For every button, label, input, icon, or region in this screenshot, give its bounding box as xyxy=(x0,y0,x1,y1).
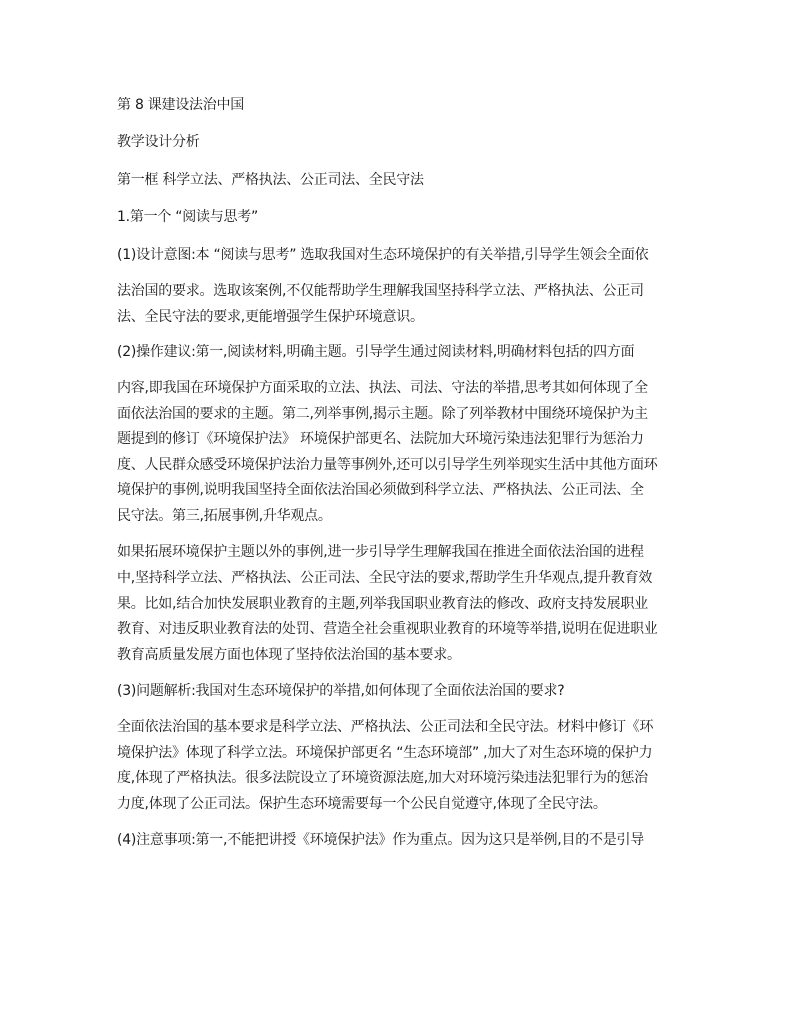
paragraph-line: 教育高质量发展方面也体现了坚持依法治国的基本要求。 xyxy=(117,647,461,663)
paragraph-line: 全面依法治国的基本要求是科学立法、严格执法、公正司法和全民守法。材料中修订《环 xyxy=(117,719,654,735)
paragraph-line: 中,坚持科学立法、严格执法、公正司法、全民守法的要求,帮助学生升华观点,提升教育效 xyxy=(117,570,653,586)
paragraph-line: (4)注意事项:第一,不能把讲授《环境保护法》作为重点。因为这只是举例,目的不是引导 xyxy=(117,832,644,848)
paragraph-line: 如果拓展环境保护主题以外的事例,进一步引导学生理解我国在推进全面依法治国的进程 xyxy=(117,544,644,560)
lesson-title: 第 8 课建设法治中国 xyxy=(117,97,245,113)
paragraph-line: 境保护的事例,说明我国坚持全面依法治国必须做到科学立法、严格执法、公正司法、全 xyxy=(117,482,644,498)
section-heading: 教学设计分析 xyxy=(117,134,200,150)
paragraph-line: 内容,即我国在环境保护方面采取的立法、执法、司法、守法的举措,思考其如何体现了全 xyxy=(117,380,648,396)
paragraph-line: 面依法治国的要求的主题。第二,列举事例,揭示主题。除了列举教材中围绕环境保护为主 xyxy=(117,406,648,422)
paragraph-line: 力度,体现了公正司法。保护生态环境需要每一个公民自觉遵守,体现了全民守法。 xyxy=(117,796,607,812)
paragraph-line: 法治国的要求。选取该案例,不仅能帮助学生理解我国坚持科学立法、严格执法、公正司 xyxy=(117,283,644,299)
paragraph-line: (2)操作建议:第一,阅读材料,明确主题。引导学生通过阅读材料,明确材料包括的四方面 xyxy=(117,344,635,360)
paragraph-line: 民守法。第三,拓展事例,升华观点。 xyxy=(117,508,332,524)
paragraph-line: 果。比如,结合加快发展职业教育的主题,列举我国职业教育法的修改、政府支持发展职业 xyxy=(117,596,648,612)
paragraph-line: 度,体现了严格执法。很多法院设立了环境资源法庭,加大对环境污染违法犯罪行为的惩治 xyxy=(117,770,648,786)
paragraph-line: (1)设计意图:本 “阅读与思考” 选取我国对生态环境保护的有关举措,引导学生领会全面依 xyxy=(117,247,649,263)
paragraph-line: 法、全民守法的要求,更能增强学生保护环境意识。 xyxy=(117,309,424,325)
paragraph-line: 教育、对违反职业教育法的处罚、营造全社会重视职业教育的环境等举措,说明在促进职业 xyxy=(117,621,658,637)
frame-title: 第一框 科学立法、严格执法、公正司法、全民守法 xyxy=(117,172,424,188)
paragraph-line: 题提到的修订《环境保护法》 环境保护部更名、法院加大环境污染违法犯罪行为惩治力 xyxy=(117,431,644,447)
paragraph-line: (3)问题解析:我国对生态环境保护的举措,如何体现了全面依法治国的要求? xyxy=(117,683,565,699)
activity-title: 1.第一个 “阅读与思考” xyxy=(117,209,259,225)
paragraph-line: 度、人民群众感受环境保护法治力量等事例外,还可以引导学生列举现实生活中其他方面环 xyxy=(117,457,658,473)
paragraph-line: 境保护法》体现了科学立法。环境保护部更名 “生态环境部” ,加大了对生态环境的保护力 xyxy=(117,745,653,761)
